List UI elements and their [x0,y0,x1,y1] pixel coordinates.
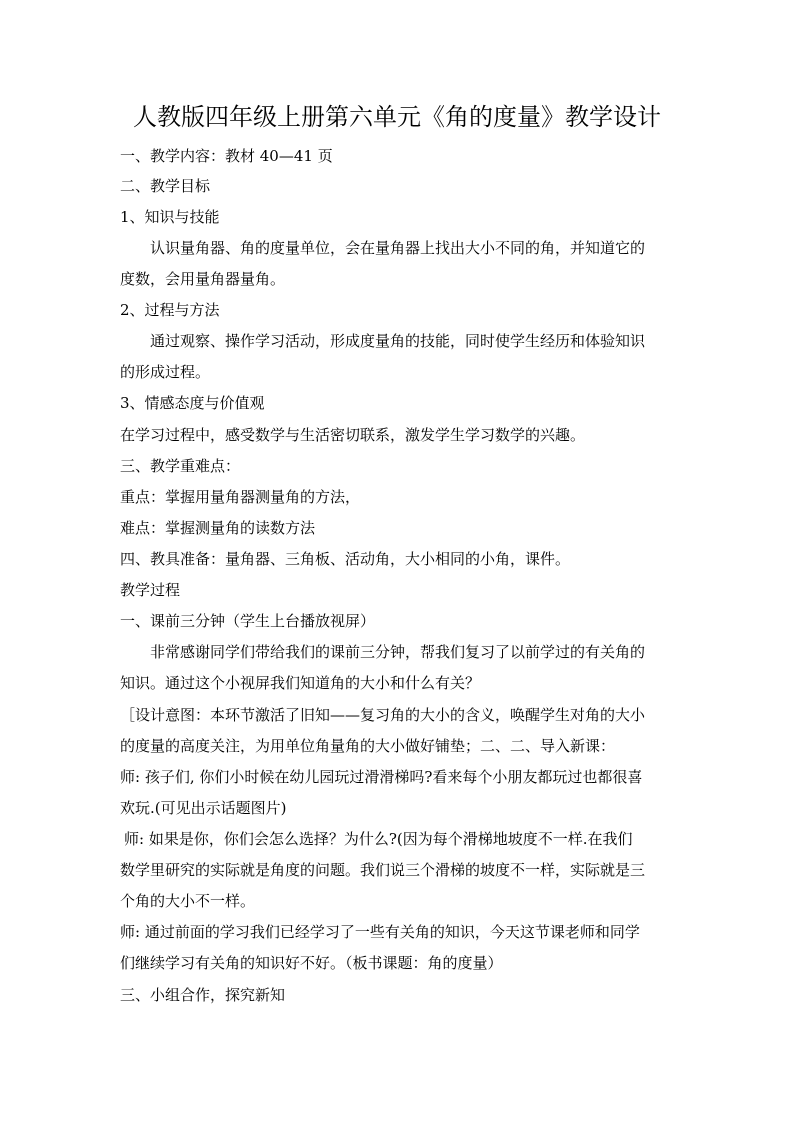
document-title: 人教版四年级上册第六单元《角的度量》教学设计 [133,103,661,131]
paragraph-line: 们继续学习有关角的知识好不好。（板书课题：角的度量） [120,954,503,972]
paragraph-line: 个角的大小不一样。 [120,892,256,910]
paragraph-line: 认识量角器、角的度量单位，会在量角器上找出大小不同的角，并知道它的 [150,239,646,257]
paragraph-line: 师: 如果是你，你们会怎么选择？为什么?(因为每个滑梯地坡度不一样.在我们 [124,830,633,848]
paragraph-line: 师: 孩子们, 你们小时候在幼儿园玩过滑滑梯吗?看来每个小朋友都玩过也都很喜 [120,768,643,786]
section-heading-key-points: 三、教学重难点： [120,457,241,475]
paragraph-line: 知识。通过这个小视屏我们知道角的大小和什么有关？ [120,674,481,692]
subheading-process-method: 2、过程与方法 [120,301,220,319]
subheading-pre-class: 一、课前三分钟（学生上台播放视屏） [120,612,376,630]
paragraph-line: 度数，会用量角器量角。 [120,270,286,288]
paragraph-line: 在学习过程中，感受数学与生活密切联系，激发学生学习数学的兴趣。 [120,426,586,444]
paragraph-line: 数学里研究的实际就是角度的问题。我们说三个滑梯的坡度不一样，实际就是三 [120,861,646,879]
paragraph-line: 师: 通过前面的学习我们已经学习了一些有关角的知识，今天这节课老师和同学 [120,923,640,941]
paragraph-line: 通过观察、操作学习活动，形成度量角的技能，同时使学生经历和体验知识 [150,332,646,350]
paragraph-line: 的度量的高度关注，为用单位角量角的大小做好铺垫；二、二、导入新课： [120,737,616,755]
section-heading-teaching-content: 一、教学内容：教材 40—41 页 [120,147,333,165]
paragraph-line: ［设计意图：本环节激活了旧知——复习角的大小的含义，唤醒学生对角的大小 [120,706,646,724]
section-heading-teaching-aids: 四、教具准备：量角器、三角板、活动角，大小相同的小角，课件。 [120,550,571,568]
paragraph-line: 的形成过程。 [120,363,211,381]
section-heading-teaching-process: 教学过程 [120,581,181,599]
subheading-knowledge-skills: 1、知识与技能 [120,208,220,226]
subheading-group-cooperation: 三、小组合作，探究新知 [120,986,286,1004]
key-point-line: 重点：掌握用量角器测量角的方法， [120,488,361,506]
difficult-point-line: 难点：掌握测量角的读数方法 [120,519,316,537]
paragraph-line: 非常感谢同学们带给我们的课前三分钟，帮我们复习了以前学过的有关角的 [150,643,646,661]
paragraph-line: 欢玩.(可见出示话题图片) [120,799,287,817]
section-heading-teaching-goals: 二、教学目标 [120,177,211,195]
subheading-attitude-values: 3、情感态度与价值观 [120,394,265,412]
